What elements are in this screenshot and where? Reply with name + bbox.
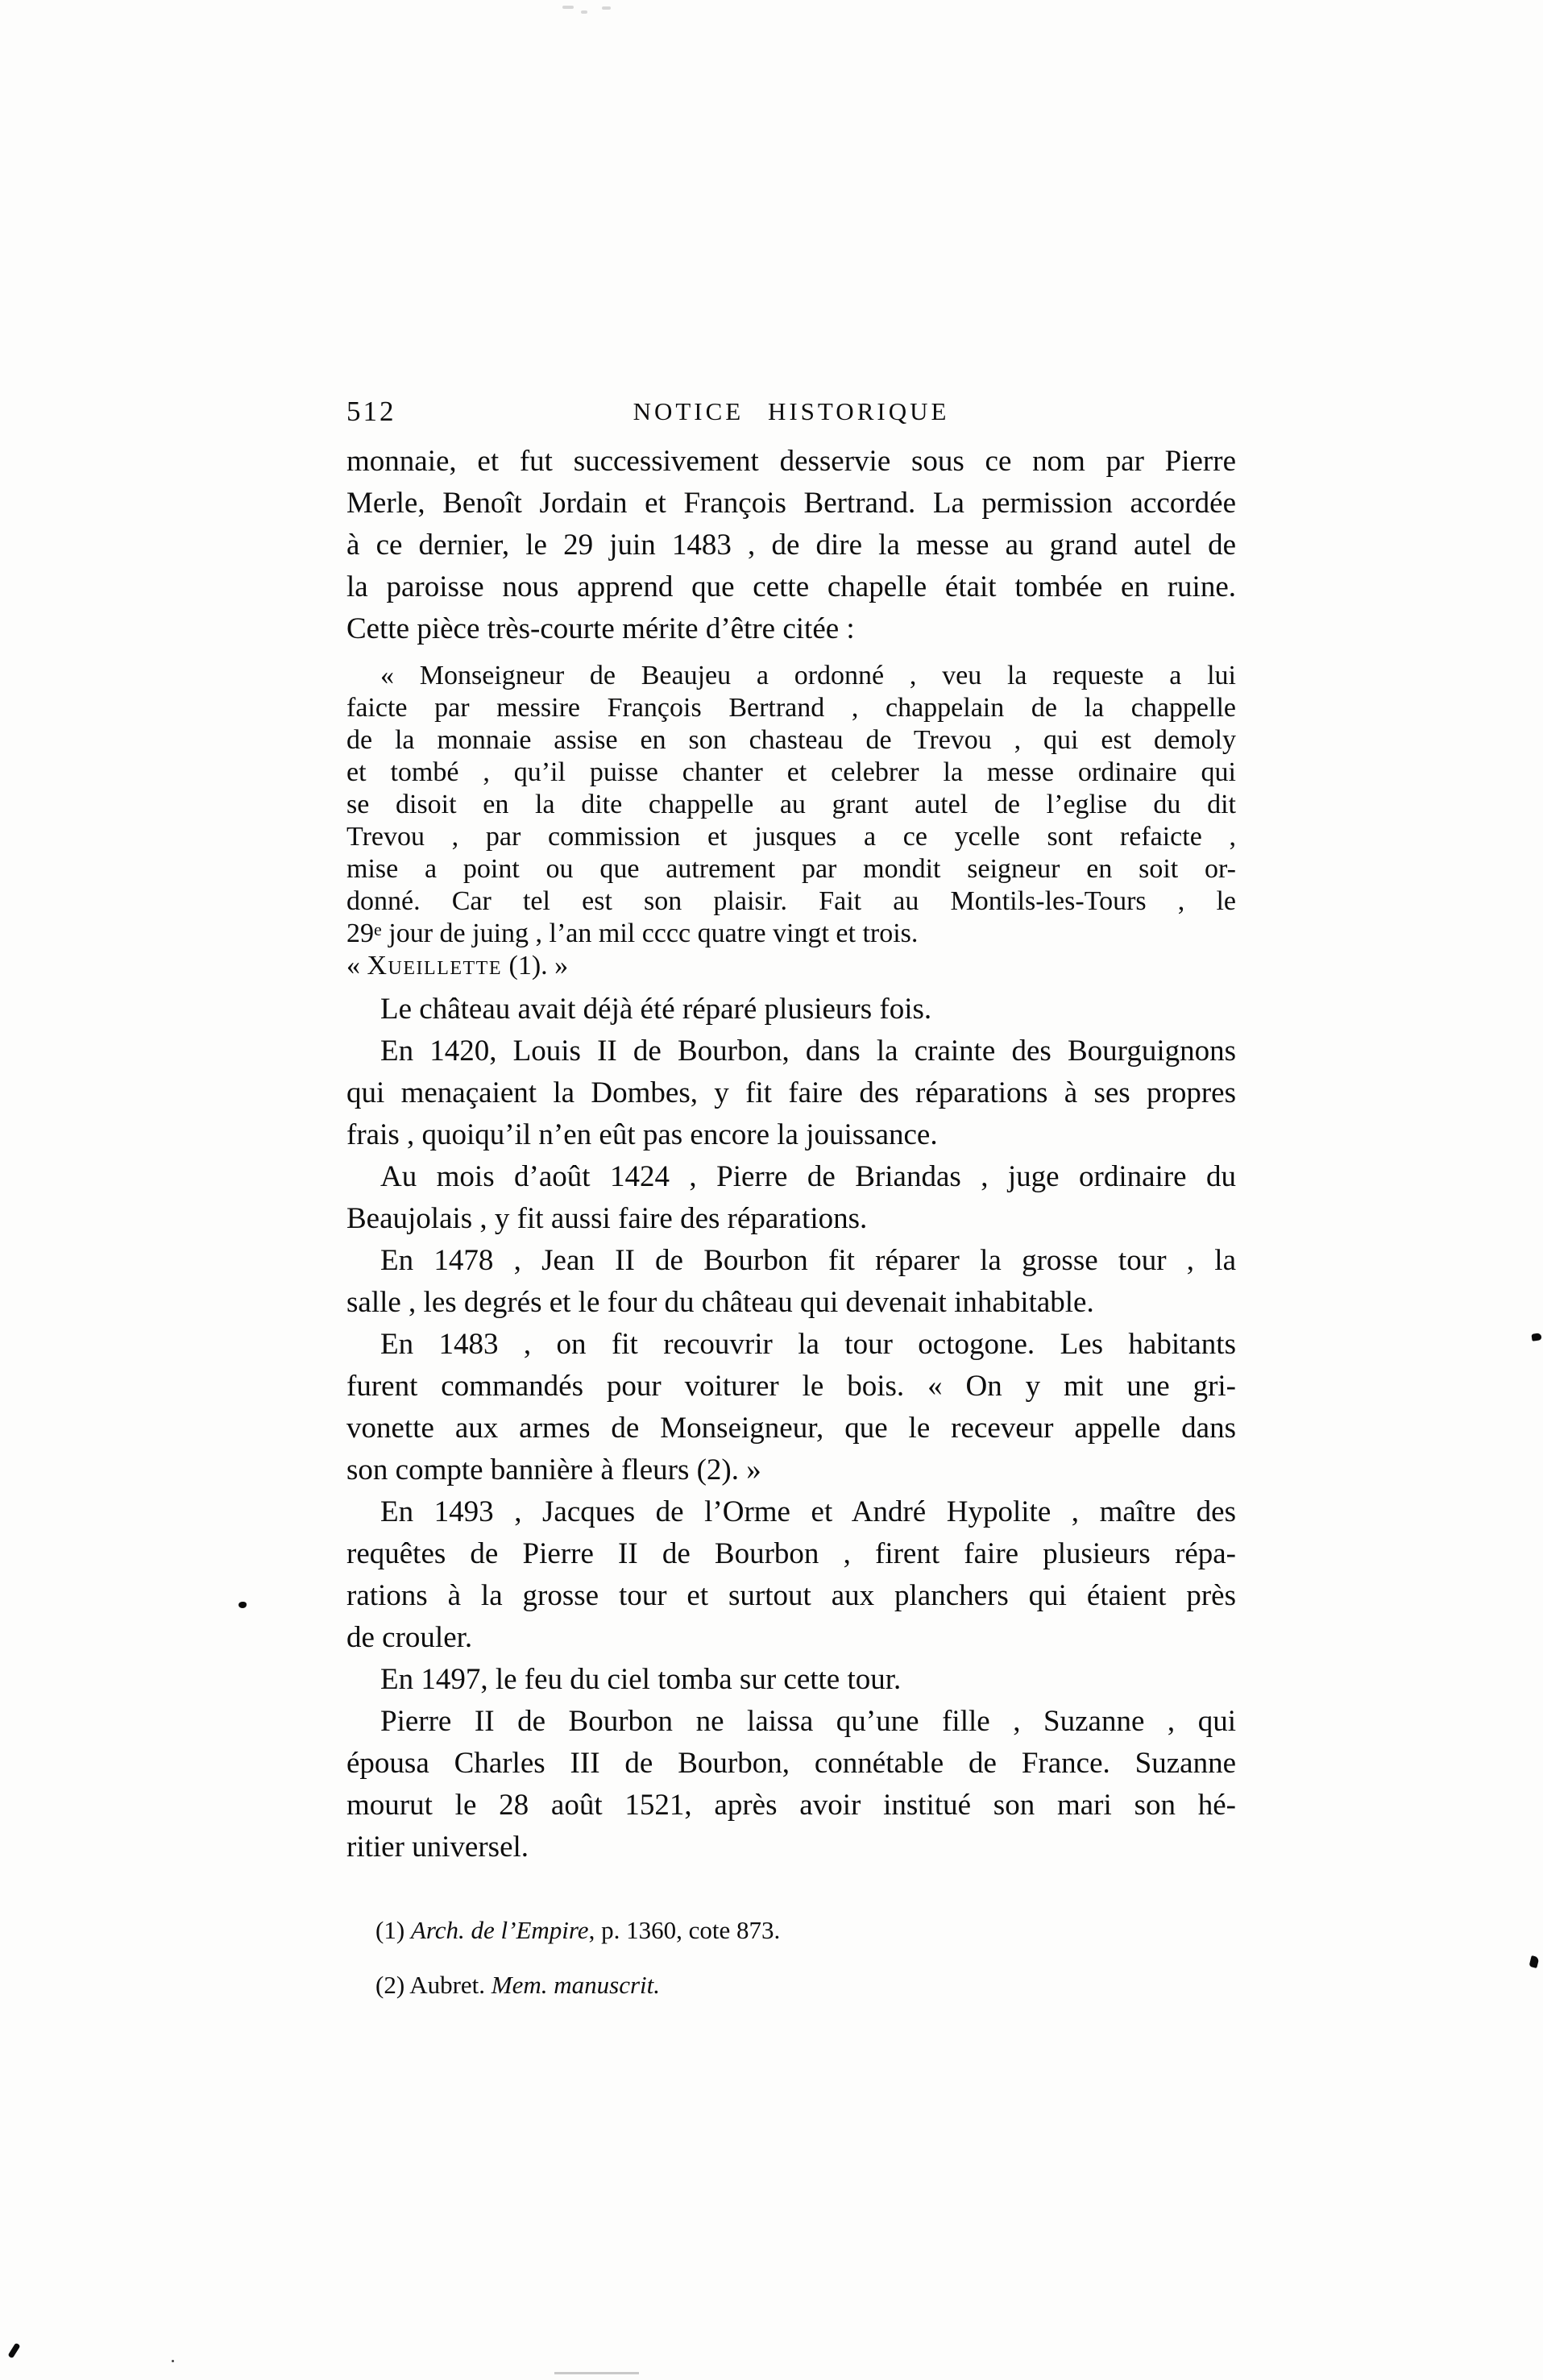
paragraph-1420 xyxy=(346,1030,1236,1156)
quote-attribution xyxy=(346,950,1236,982)
scan-speck xyxy=(172,2360,174,2362)
text-line: En 1483 , on fit recouvrir la tour octogone. Les habitants xyxy=(380,1328,1236,1361)
text-line: à ce dernier, le 29 juin 1483 , de dire la messe au grand autel de xyxy=(346,529,1236,562)
ordinal-superscript: e xyxy=(374,919,382,939)
text-line: rations à la grosse tour et surtout aux planchers qui étaient près xyxy=(346,1579,1236,1612)
paragraph-suzanne xyxy=(346,1701,1236,1868)
running-head xyxy=(346,392,1236,433)
text-line: furent commandés pour voiturer le bois. « On y mit une gri- xyxy=(346,1370,1236,1403)
text-line: Cette pièce très-courte mérite d’être citée : xyxy=(346,612,855,645)
text-line: salle , les degrés et le four du château qui devenait inhabitable. xyxy=(346,1286,1094,1319)
quote-line: et tombé , qu’il puisse chanter et celebrer la messe ordinaire qui xyxy=(346,757,1236,787)
running-title: NOTICE HISTORIQUE xyxy=(633,397,950,425)
signature-name: Xueillette xyxy=(367,951,502,981)
signature-suffix: (1). » xyxy=(502,951,569,981)
paragraph-chateau xyxy=(346,989,1236,1030)
quote-line: mise a point ou que autrement par mondit seigneur en soit or- xyxy=(346,854,1236,884)
quote-line: donné. Car tel est son plaisir. Fait au Montils-les-Tours , le xyxy=(346,886,1236,916)
text-line: son compte bannière à fleurs (2). » xyxy=(346,1453,761,1486)
quote-line: « Monseigneur de Beaujeu a ordonné , veu la requeste a lui xyxy=(380,661,1236,690)
text-line: mourut le 28 août 1521, après avoir institué son mari son hé- xyxy=(346,1789,1236,1822)
quote-date-text: jour de juing , l’an mil cccc quatre vingt et trois. xyxy=(381,918,919,948)
ink-blob xyxy=(1531,1333,1541,1341)
guillemet-open: « xyxy=(346,951,367,981)
scan-speck xyxy=(581,10,587,14)
page-number: 512 xyxy=(346,396,396,427)
text-line: En 1497, le feu du ciel tomba sur cette tour. xyxy=(380,1663,902,1696)
ink-blob xyxy=(1528,1955,1539,1968)
quote-line: faicte par messire François Bertrand , chappelain de la chappelle xyxy=(346,693,1236,723)
text-line: Pierre II de Bourbon ne laissa qu’une fille , Suzanne , qui xyxy=(380,1705,1236,1738)
footnote-1 xyxy=(346,1915,1236,1946)
text-line: Beaujolais , y fit aussi faire des réparations. xyxy=(346,1202,868,1235)
scan-line-artifact xyxy=(554,2372,639,2374)
text-line: épousa Charles III de Bourbon, connétable de France. Suzanne xyxy=(346,1747,1236,1780)
scan-speck xyxy=(562,6,574,9)
footnote-text: Aubret. xyxy=(404,1971,492,1999)
quote-line: Trevou , par commission et jusques a ce ycelle sont refaicte , xyxy=(346,822,1236,852)
text-line: ritier universel. xyxy=(346,1831,529,1864)
text-line: frais , quoiqu’il n’en eût pas encore la jouissance. xyxy=(346,1118,938,1151)
text-line: En 1493 , Jacques de l’Orme et André Hypolite , maître des xyxy=(380,1495,1236,1528)
text-line: Merle, Benoît Jordain et François Bertrand. La permission accordée xyxy=(346,487,1236,520)
footnote-italic: Arch. de l’Empire xyxy=(410,1916,589,1944)
ink-dot xyxy=(239,1602,247,1608)
text-block xyxy=(346,392,1236,2025)
text-line: En 1420, Louis II de Bourbon, dans la crainte des Bourguignons xyxy=(380,1035,1236,1068)
footnote-text: , p. 1360, cote 873. xyxy=(588,1916,781,1944)
text-line: Au mois d’août 1424 , Pierre de Briandas , juge ordinaire du xyxy=(380,1160,1236,1193)
text-line: Le château avait déjà été réparé plusieurs fois. xyxy=(380,993,932,1026)
quote-line: se disoit en la dite chappelle au grant autel de l’eglise du dit xyxy=(346,790,1236,819)
paragraph-1493 xyxy=(346,1491,1236,1659)
paragraph-1 xyxy=(346,441,1236,650)
text-line: En 1478 , Jean II de Bourbon fit réparer la grosse tour , la xyxy=(380,1244,1236,1277)
text-line: vonette aux armes de Monseigneur, que le receveur appelle dans xyxy=(346,1412,1236,1445)
quote-line: de la monnaie assise en son chasteau de Trevou , qui est demoly xyxy=(346,725,1236,755)
footnote-2 xyxy=(346,1970,1236,2001)
paragraph-1497 xyxy=(346,1659,1236,1701)
footnote-label: (2) xyxy=(375,1971,405,1999)
block-quote xyxy=(346,660,1236,982)
paragraph-1478 xyxy=(346,1240,1236,1324)
footnote-label: (1) xyxy=(375,1916,405,1944)
text-line: de crouler. xyxy=(346,1621,473,1654)
footnote-italic: Mem. manuscrit. xyxy=(491,1971,661,1999)
text-line: la paroisse nous apprend que cette chapelle était tombée en ruine. xyxy=(346,570,1236,603)
text-line: qui menaçaient la Dombes, y fit faire des réparations à ses propres xyxy=(346,1076,1236,1109)
scan-speck xyxy=(602,6,611,10)
paragraph-1483 xyxy=(346,1324,1236,1491)
paragraph-1424 xyxy=(346,1156,1236,1240)
footnotes xyxy=(346,1915,1236,2001)
footnote-text xyxy=(404,1916,411,1944)
text-line: monnaie, et fut successivement desservie sous ce nom par Pierre xyxy=(346,445,1236,478)
ink-stroke xyxy=(7,2343,20,2359)
quote-date-text: 29 xyxy=(346,918,374,948)
quote-line-date xyxy=(346,918,1236,950)
text-line: requêtes de Pierre II de Bourbon , firent faire plusieurs répa- xyxy=(346,1537,1236,1570)
